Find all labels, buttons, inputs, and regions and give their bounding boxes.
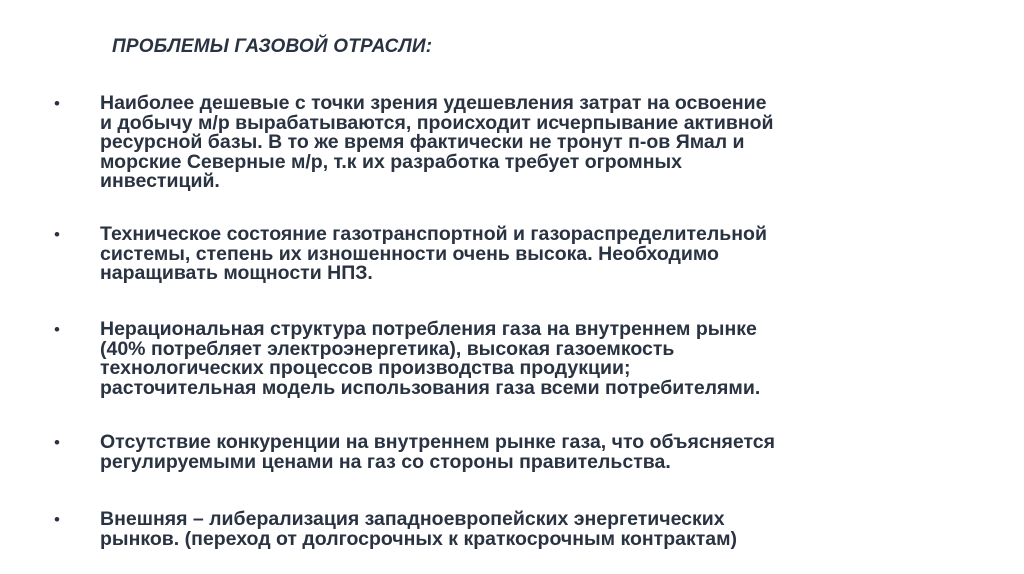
item-line: технологических процессов производства продукции; — [100, 357, 631, 379]
bullet-icon: • — [54, 225, 60, 244]
slide-title: ПРОБЛЕМЫ ГАЗОВОЙ ОТРАСЛИ: — [112, 36, 433, 57]
item-text — [100, 510, 1000, 549]
bullet-icon: • — [54, 510, 60, 529]
item-line: расточительная модель использования газа всеми потребителями. — [100, 376, 761, 399]
item-line: наращивать мощности НПЗ. — [100, 262, 373, 284]
item-line: Внешняя – либерализация западноевропейских энергетических — [100, 508, 725, 530]
item-text — [100, 225, 1000, 284]
item-line: рынков. (переход от долгосрочных к краткосрочным контрактам) — [100, 527, 738, 550]
bullet-icon: • — [54, 320, 60, 339]
item-line: ресурсной базы. В то же время фактически не тронут п-ов Ямал и — [100, 131, 745, 153]
item-text — [100, 433, 1000, 472]
item-line: Нерациональная структура потребления газа на внутреннем рынке — [100, 318, 757, 340]
item-text — [100, 320, 1000, 398]
item-text — [100, 94, 1000, 192]
item-line: Техническое состояние газотранспортной и газораспределительной — [100, 223, 767, 245]
item-line: и добычу м/р вырабатываются, происходит исчерпывание активной — [100, 111, 774, 134]
item-line: системы, степень их изношенности очень высока. Необходимо — [100, 242, 719, 265]
item-line: Наиболее дешевые с точки зрения удешевления затрат на освоение — [100, 92, 767, 114]
item-line: регулируемыми ценами на газ со стороны правительства. — [100, 450, 671, 473]
item-line: Отсутствие конкуренции на внутреннем рынке газа, что объясняется — [100, 431, 775, 453]
item-line: морские Северные м/р, т.к их разработка требует огромных — [100, 150, 682, 173]
item-line: (40% потребляет электроэнергетика), высокая газоемкость — [100, 337, 675, 360]
item-line: инвестиций. — [100, 170, 220, 192]
bullet-icon: • — [54, 433, 60, 452]
bullet-icon: • — [54, 94, 60, 113]
